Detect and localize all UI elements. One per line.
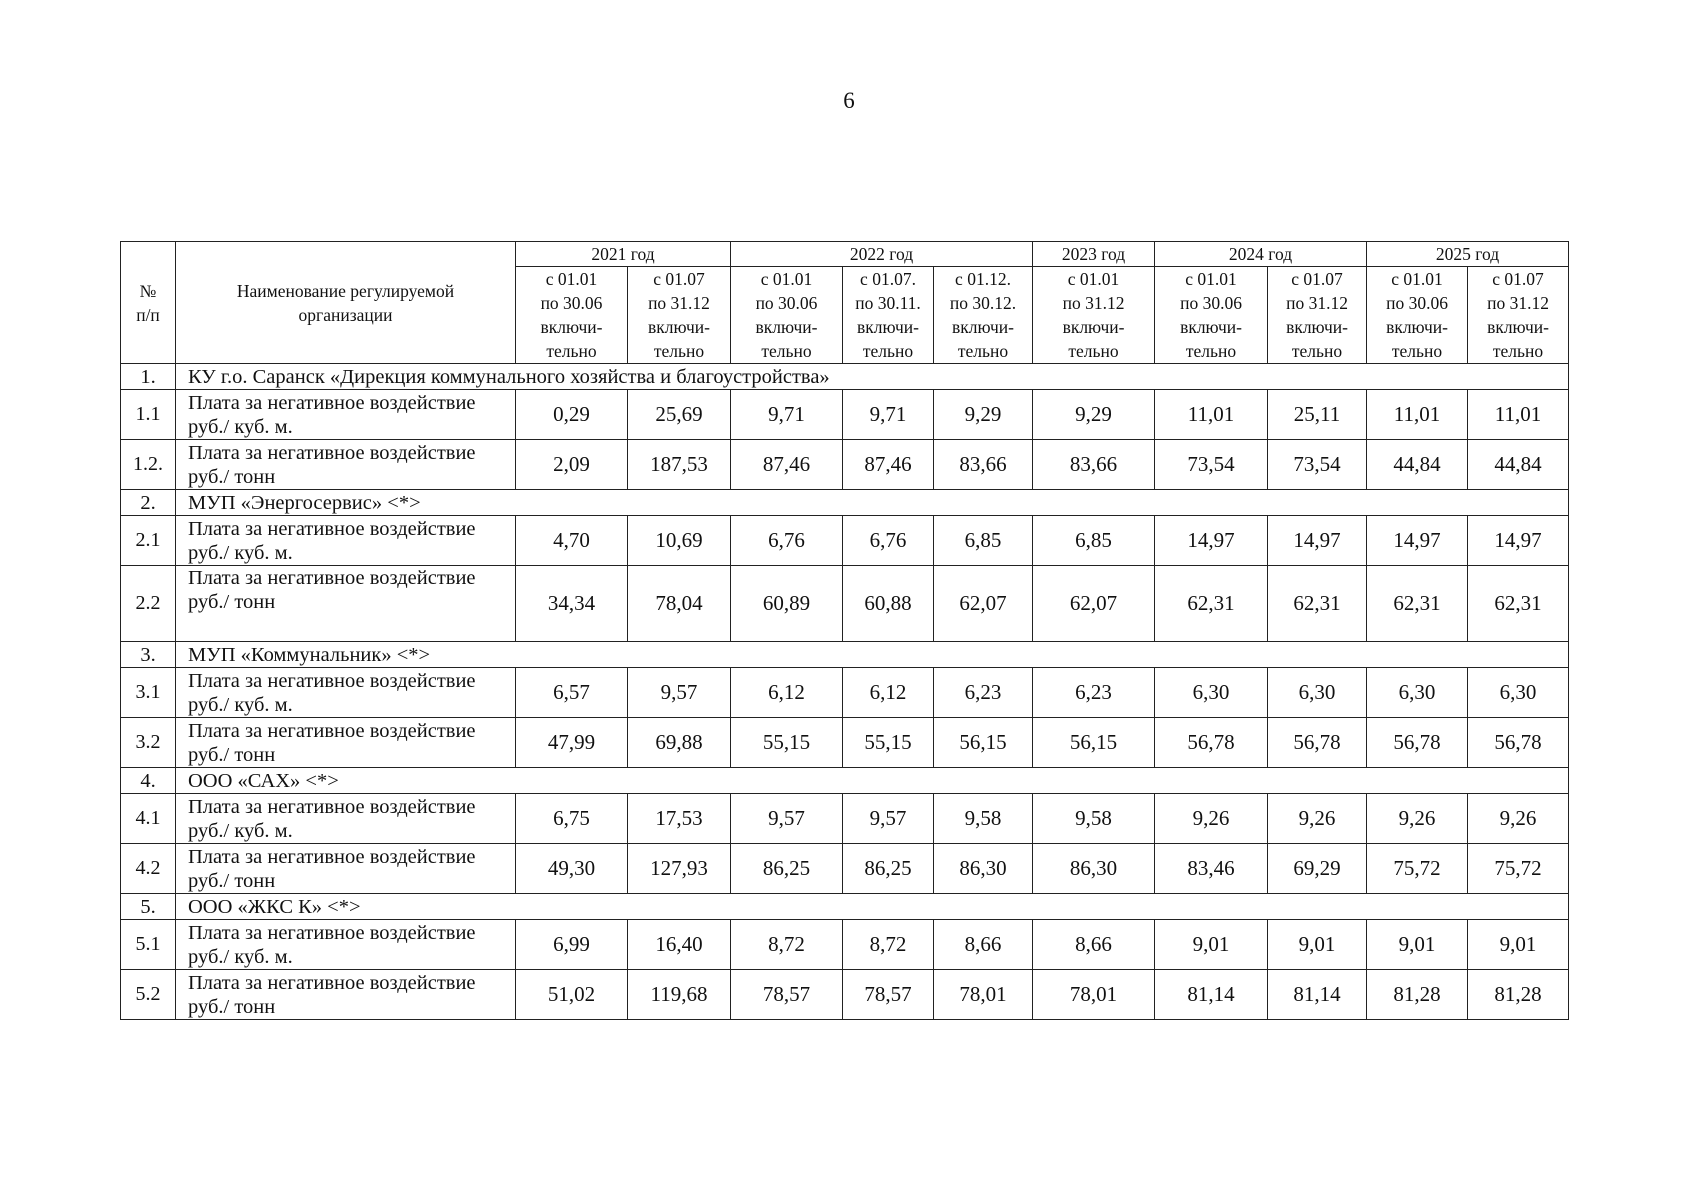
row-name xyxy=(176,718,516,768)
row-number: 5.2 xyxy=(121,970,176,1020)
row-name-line: руб./ тонн xyxy=(188,869,276,892)
table-row xyxy=(121,970,1569,1020)
value-cell: 6,85 xyxy=(1033,516,1155,566)
period-header-line: по 30.06 xyxy=(755,293,818,313)
value-cell: 9,58 xyxy=(934,794,1033,844)
year-header-row xyxy=(121,242,1569,267)
value-cell: 25,69 xyxy=(628,390,731,440)
value-cell: 9,29 xyxy=(1033,390,1155,440)
row-name-line: руб./ куб. м. xyxy=(188,693,293,716)
value-cell: 6,23 xyxy=(934,668,1033,718)
value-cell: 9,26 xyxy=(1268,794,1367,844)
period-header-line: по 31.12 xyxy=(648,293,710,313)
table-body xyxy=(121,364,1569,1020)
value-cell: 55,15 xyxy=(843,718,934,768)
period-header-line: тельно xyxy=(862,341,914,361)
year-header: 2021 год xyxy=(516,242,731,267)
value-cell: 8,66 xyxy=(934,920,1033,970)
value-cell: 83,46 xyxy=(1155,844,1268,894)
row-name-line: Плата за негативное воздействие xyxy=(188,921,476,944)
organization-name: КУ г.о. Саранск «Дирекция коммунального хозяйства и благоустройства» xyxy=(176,364,1569,390)
organization-number: 4. xyxy=(121,768,176,794)
value-cell: 11,01 xyxy=(1367,390,1468,440)
row-name-line: Плата за негативное воздействие xyxy=(188,441,476,464)
period-header-line: по 30.11. xyxy=(855,293,921,313)
organization-name: МУП «Энергосервис» <*> xyxy=(176,490,1569,516)
row-number: 4.2 xyxy=(121,844,176,894)
tariff-table xyxy=(120,241,1569,1020)
number-column-label: № п/п xyxy=(136,280,160,325)
period-header-line: с 01.07 xyxy=(1291,269,1343,289)
organization-number: 2. xyxy=(121,490,176,516)
row-name-line: Плата за негативное воздействие xyxy=(188,795,476,818)
value-cell: 86,30 xyxy=(934,844,1033,894)
row-name-line: руб./ тонн xyxy=(188,465,276,488)
row-name xyxy=(176,920,516,970)
value-cell: 6,12 xyxy=(731,668,843,718)
period-header-line: тельно xyxy=(761,341,812,361)
period-header-line: включи- xyxy=(1386,317,1448,337)
value-cell: 78,01 xyxy=(1033,970,1155,1020)
value-cell: 49,30 xyxy=(516,844,628,894)
value-cell: 62,31 xyxy=(1468,566,1569,642)
value-cell: 9,26 xyxy=(1155,794,1268,844)
value-cell: 62,07 xyxy=(934,566,1033,642)
year-header: 2022 год xyxy=(731,242,1033,267)
year-header: 2025 год xyxy=(1367,242,1569,267)
period-header-line: по 31.12 xyxy=(1487,293,1549,313)
table-row xyxy=(121,844,1569,894)
row-name xyxy=(176,390,516,440)
period-header-line: тельно xyxy=(653,341,705,361)
period-header-line: включи- xyxy=(1487,317,1549,337)
table-row xyxy=(121,566,1569,642)
period-header-line: по 31.12 xyxy=(1062,293,1125,313)
value-cell: 55,15 xyxy=(731,718,843,768)
row-name-line: Плата за негативное воздействие xyxy=(188,845,476,868)
value-cell: 62,07 xyxy=(1033,566,1155,642)
value-cell: 17,53 xyxy=(628,794,731,844)
period-header xyxy=(1367,267,1468,364)
value-cell: 78,04 xyxy=(628,566,731,642)
value-cell: 56,15 xyxy=(1033,718,1155,768)
period-header xyxy=(843,267,934,364)
value-cell: 86,30 xyxy=(1033,844,1155,894)
table-row xyxy=(121,390,1569,440)
value-cell: 6,76 xyxy=(843,516,934,566)
value-cell: 9,01 xyxy=(1468,920,1569,970)
period-header-line: тельно xyxy=(1068,341,1119,361)
value-cell: 6,57 xyxy=(516,668,628,718)
period-header-line: по 30.06 xyxy=(1386,293,1448,313)
table-row xyxy=(121,440,1569,490)
organization-row xyxy=(121,490,1569,516)
organization-row xyxy=(121,364,1569,390)
value-cell: 6,30 xyxy=(1367,668,1468,718)
value-cell: 187,53 xyxy=(628,440,731,490)
value-cell: 6,30 xyxy=(1468,668,1569,718)
row-number: 2.2 xyxy=(121,566,176,642)
value-cell: 9,57 xyxy=(731,794,843,844)
row-number: 2.1 xyxy=(121,516,176,566)
row-name-line: Плата за негативное воздействие xyxy=(188,517,476,540)
row-name-line: Плата за негативное воздействие xyxy=(188,971,476,994)
organization-name: ООО «САХ» <*> xyxy=(176,768,1569,794)
value-cell: 87,46 xyxy=(731,440,843,490)
row-name xyxy=(176,970,516,1020)
value-cell: 25,11 xyxy=(1268,390,1367,440)
period-header xyxy=(1155,267,1268,364)
organization-name: ООО «ЖКС К» <*> xyxy=(176,894,1569,920)
value-cell: 6,30 xyxy=(1268,668,1367,718)
period-header xyxy=(1033,267,1155,364)
value-cell: 87,46 xyxy=(843,440,934,490)
value-cell: 9,01 xyxy=(1268,920,1367,970)
row-name xyxy=(176,844,516,894)
table-header xyxy=(121,242,1569,364)
period-header-line: включи- xyxy=(540,317,603,337)
row-number: 4.1 xyxy=(121,794,176,844)
value-cell: 9,29 xyxy=(934,390,1033,440)
value-cell: 78,57 xyxy=(731,970,843,1020)
value-cell: 127,93 xyxy=(628,844,731,894)
row-name-line: руб./ куб. м. xyxy=(188,415,293,438)
row-name-line: Плата за негативное воздействие xyxy=(188,669,476,692)
value-cell: 75,72 xyxy=(1468,844,1569,894)
row-name xyxy=(176,440,516,490)
value-cell: 62,31 xyxy=(1268,566,1367,642)
table-row xyxy=(121,516,1569,566)
value-cell: 11,01 xyxy=(1468,390,1569,440)
value-cell: 60,88 xyxy=(843,566,934,642)
value-cell: 75,72 xyxy=(1367,844,1468,894)
row-name-line: Плата за негативное воздействие xyxy=(188,391,476,414)
value-cell: 73,54 xyxy=(1268,440,1367,490)
value-cell: 78,01 xyxy=(934,970,1033,1020)
period-header xyxy=(1468,267,1569,364)
value-cell: 0,29 xyxy=(516,390,628,440)
value-cell: 62,31 xyxy=(1155,566,1268,642)
value-cell: 6,75 xyxy=(516,794,628,844)
value-cell: 119,68 xyxy=(628,970,731,1020)
period-header-line: с 01.01 xyxy=(760,269,813,289)
value-cell: 9,26 xyxy=(1468,794,1569,844)
row-name-line: руб./ куб. м. xyxy=(188,819,293,842)
period-header-line: тельно xyxy=(957,341,1009,361)
value-cell: 14,97 xyxy=(1367,516,1468,566)
period-header xyxy=(628,267,731,364)
period-header-line: с 01.07. xyxy=(860,269,916,289)
value-cell: 14,97 xyxy=(1268,516,1367,566)
value-cell: 6,85 xyxy=(934,516,1033,566)
value-cell: 34,34 xyxy=(516,566,628,642)
value-cell: 8,66 xyxy=(1033,920,1155,970)
row-name-line: руб./ куб. м. xyxy=(188,541,293,564)
period-header-line: по 30.06 xyxy=(540,293,603,313)
organization-number: 3. xyxy=(121,642,176,668)
organization-name: МУП «Коммунальник» <*> xyxy=(176,642,1569,668)
period-header-line: с 01.01 xyxy=(1391,269,1443,289)
period-header-line: тельно xyxy=(1492,341,1544,361)
row-number: 3.1 xyxy=(121,668,176,718)
period-header-line: включи- xyxy=(1180,317,1242,337)
value-cell: 81,14 xyxy=(1155,970,1268,1020)
value-cell: 47,99 xyxy=(516,718,628,768)
value-cell: 9,57 xyxy=(628,668,731,718)
value-cell: 86,25 xyxy=(843,844,934,894)
row-number: 1.1 xyxy=(121,390,176,440)
table-row xyxy=(121,718,1569,768)
table-row xyxy=(121,668,1569,718)
period-header-line: тельно xyxy=(1185,341,1237,361)
value-cell: 9,71 xyxy=(731,390,843,440)
period-header-line: по 30.06 xyxy=(1180,293,1242,313)
value-cell: 69,88 xyxy=(628,718,731,768)
row-name xyxy=(176,794,516,844)
value-cell: 9,71 xyxy=(843,390,934,440)
value-cell: 73,54 xyxy=(1155,440,1268,490)
value-cell: 78,57 xyxy=(843,970,934,1020)
period-header-line: включи- xyxy=(1286,317,1348,337)
row-name xyxy=(176,566,516,642)
value-cell: 83,66 xyxy=(1033,440,1155,490)
row-number: 1.2. xyxy=(121,440,176,490)
value-cell: 60,89 xyxy=(731,566,843,642)
period-header-line: с 01.01 xyxy=(545,269,598,289)
row-name-line: Плата за негативное воздействие xyxy=(188,719,476,742)
value-cell: 56,15 xyxy=(934,718,1033,768)
period-header xyxy=(731,267,843,364)
value-cell: 81,28 xyxy=(1468,970,1569,1020)
value-cell: 44,84 xyxy=(1468,440,1569,490)
organization-row xyxy=(121,768,1569,794)
value-cell: 6,30 xyxy=(1155,668,1268,718)
row-name-line: руб./ куб. м. xyxy=(188,945,293,968)
row-name-line: руб./ тонн xyxy=(188,591,276,613)
value-cell: 6,23 xyxy=(1033,668,1155,718)
period-header-line: включи- xyxy=(1062,317,1125,337)
value-cell: 9,58 xyxy=(1033,794,1155,844)
value-cell: 56,78 xyxy=(1155,718,1268,768)
row-name xyxy=(176,668,516,718)
year-header: 2023 год xyxy=(1033,242,1155,267)
value-cell: 6,76 xyxy=(731,516,843,566)
row-name-line: Плата за негативное воздействие xyxy=(188,567,476,589)
value-cell: 9,01 xyxy=(1367,920,1468,970)
table-row xyxy=(121,920,1569,970)
row-name-line: руб./ тонн xyxy=(188,995,276,1018)
period-header xyxy=(1268,267,1367,364)
period-header-line: с 01.07 xyxy=(1492,269,1544,289)
value-cell: 6,12 xyxy=(843,668,934,718)
value-cell: 9,01 xyxy=(1155,920,1268,970)
value-cell: 9,57 xyxy=(843,794,934,844)
year-header: 2024 год xyxy=(1155,242,1367,267)
period-header-line: тельно xyxy=(1291,341,1343,361)
organization-number: 5. xyxy=(121,894,176,920)
value-cell: 8,72 xyxy=(731,920,843,970)
row-number: 5.1 xyxy=(121,920,176,970)
period-header-line: по 31.12 xyxy=(1286,293,1348,313)
period-header-line: тельно xyxy=(546,341,597,361)
period-header-line: с 01.07 xyxy=(653,269,705,289)
page-number: 6 xyxy=(843,88,855,113)
value-cell: 62,31 xyxy=(1367,566,1468,642)
value-cell: 14,97 xyxy=(1468,516,1569,566)
organization-row xyxy=(121,894,1569,920)
period-header-line: с 01.01 xyxy=(1067,269,1120,289)
value-cell: 83,66 xyxy=(934,440,1033,490)
period-header-line: с 01.12. xyxy=(955,269,1011,289)
value-cell: 69,29 xyxy=(1268,844,1367,894)
period-header-line: включи- xyxy=(952,317,1014,337)
value-cell: 11,01 xyxy=(1155,390,1268,440)
value-cell: 4,70 xyxy=(516,516,628,566)
period-header-line: включи- xyxy=(755,317,818,337)
table-row xyxy=(121,794,1569,844)
value-cell: 6,99 xyxy=(516,920,628,970)
period-header-line: тельно xyxy=(1391,341,1443,361)
organization-number: 1. xyxy=(121,364,176,390)
value-cell: 81,28 xyxy=(1367,970,1468,1020)
value-cell: 44,84 xyxy=(1367,440,1468,490)
value-cell: 2,09 xyxy=(516,440,628,490)
organization-column-header: Наименование регулируемой организации xyxy=(176,242,516,364)
row-name-line: руб./ тонн xyxy=(188,743,276,766)
value-cell: 56,78 xyxy=(1268,718,1367,768)
value-cell: 86,25 xyxy=(731,844,843,894)
number-column-header xyxy=(121,242,176,364)
value-cell: 56,78 xyxy=(1367,718,1468,768)
period-header-line: по 30.12. xyxy=(949,293,1017,313)
period-header xyxy=(516,267,628,364)
value-cell: 8,72 xyxy=(843,920,934,970)
organization-row xyxy=(121,642,1569,668)
value-cell: 51,02 xyxy=(516,970,628,1020)
row-name xyxy=(176,516,516,566)
value-cell: 14,97 xyxy=(1155,516,1268,566)
value-cell: 81,14 xyxy=(1268,970,1367,1020)
value-cell: 10,69 xyxy=(628,516,731,566)
value-cell: 9,26 xyxy=(1367,794,1468,844)
period-header xyxy=(934,267,1033,364)
period-header-line: включи- xyxy=(648,317,710,337)
row-number: 3.2 xyxy=(121,718,176,768)
period-header-line: включи- xyxy=(857,317,919,337)
value-cell: 16,40 xyxy=(628,920,731,970)
period-header-line: с 01.01 xyxy=(1185,269,1237,289)
value-cell: 56,78 xyxy=(1468,718,1569,768)
